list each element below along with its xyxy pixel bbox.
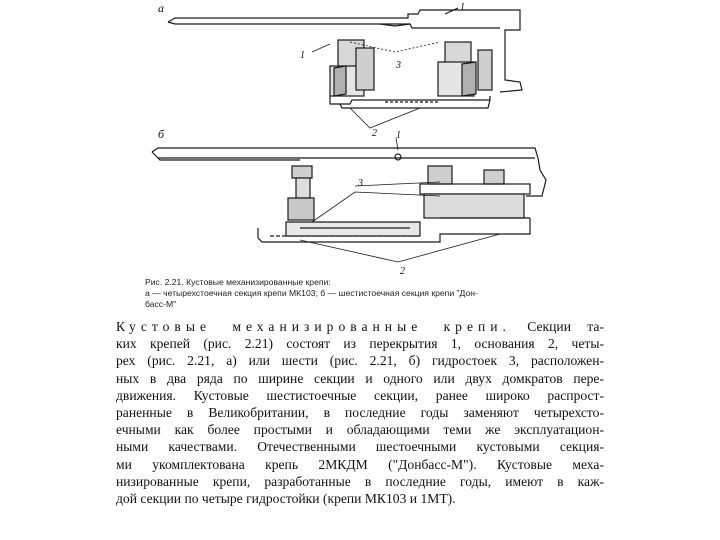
paragraph-line: дой секции по четыре гидростойки (крепи МК103 и 1МТ). bbox=[116, 491, 456, 507]
paragraph-line: движения. Кустовые шестистоечные секции, ранее широко распрост- bbox=[116, 387, 604, 403]
paragraph-line: низированные крепи, разработанные в последние годы, имеют в каж- bbox=[116, 473, 604, 489]
lead-spaced-heading: Кустовые механизированные крепи. bbox=[116, 319, 511, 334]
panel-label-a: а bbox=[158, 1, 164, 15]
paragraph-line: ми укомплектована крепь 2МКДМ ("Донбасс-М"). Кустовые меха- bbox=[116, 456, 604, 472]
callout-2-a: 2 bbox=[372, 128, 377, 139]
paragraph-line: ными качествами. Отечественными шестоечными кустовыми секция- bbox=[116, 439, 604, 455]
callout-1-top-a: 1 bbox=[460, 2, 465, 13]
body-paragraph bbox=[116, 318, 604, 507]
paragraph-line: ких крепей (рис. 2.21) состоят из перекрытия 1, основания 2, четы- bbox=[116, 336, 604, 352]
callout-3-b: 3 bbox=[358, 178, 363, 189]
paragraph-line bbox=[116, 318, 604, 335]
paragraph-line-text: Секции та- bbox=[510, 319, 604, 334]
callout-3-a: 3 bbox=[396, 60, 401, 71]
paragraph-line: ных в два ряда по ширине секции и одного или двух домкратов пере- bbox=[116, 370, 604, 386]
figure-caption bbox=[145, 277, 585, 310]
callout-1-b: 1 bbox=[396, 130, 401, 141]
figure-a-section bbox=[168, 8, 522, 128]
paragraph-line: ечными как более простыми и обладающими теми же эксплуатацион- bbox=[116, 422, 604, 438]
callout-1-left-a: 1 bbox=[300, 50, 305, 61]
panel-label-b: б bbox=[158, 127, 165, 141]
figure-b-section bbox=[152, 138, 546, 262]
caption-title: Рис. 2.21. Кустовые механизированные крепи: bbox=[145, 277, 331, 287]
callout-2-b: 2 bbox=[400, 266, 405, 277]
caption-line-2: басс-М" bbox=[145, 299, 177, 309]
paragraph-line: раненные в Великобритании, в последние годы заменяют четырехсто- bbox=[116, 405, 604, 421]
paragraph-line: рех (рис. 2.21, а) или шести (рис. 2.21, б) гидростоек 3, расположен- bbox=[116, 353, 604, 369]
caption-line-1: а — четырехстоечная секция крепи МК103; б — шестистоечная секция крепи "Дон- bbox=[145, 288, 478, 298]
